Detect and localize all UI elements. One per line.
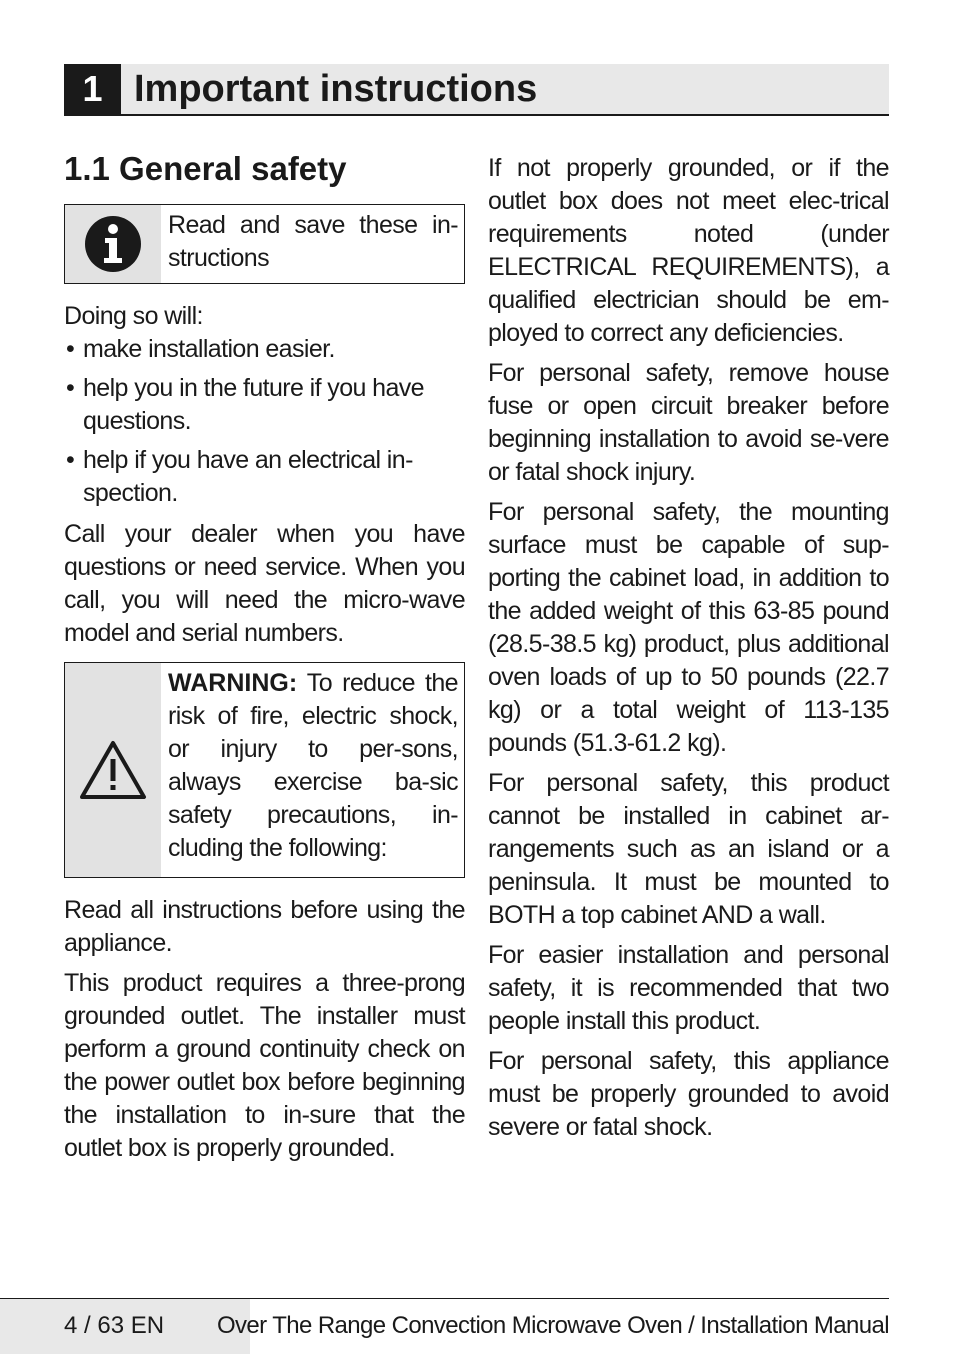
two-people-paragraph: For easier installation and personal safety, it is recommended that two people install this product. [488,941,889,1035]
warning-note-body [161,663,464,877]
list-item: • make installation easier. [64,333,465,366]
dealer-paragraph: Call your dealer when you have questions or need service. When you call, you will need the micro-wave model and serial numbers. [64,520,465,647]
info-icon-cell [65,205,161,283]
three-prong-paragraph: This product requires a three-prong grounded outlet. The installer must perform a ground continuity check on the power outlet box before beginning the installation to in-sure that the outlet box is properly grounded. [64,969,465,1162]
info-note [64,204,465,284]
chapter-title: Important instructions [134,68,538,110]
list-item: • help if you have an electrical in-spection. [64,444,465,510]
section-title: 1.1 General safety [64,150,347,187]
bullet-list [64,333,465,510]
warning-label: WARNING: [168,669,298,697]
grounded-appliance-paragraph: For personal safety, this appliance must be properly grounded to avoid severe or fatal shock. [488,1047,889,1141]
warning-text: To reduce the risk of fire, electric shock, or injury to per-sons, always exercise ba-sic safety precautions, in-cluding the following: [168,669,458,862]
info-note-text: Read and save these in-structions [168,211,458,272]
left-column [64,150,465,1172]
chapter-number: 1 [64,64,121,114]
list-item: • help you in the future if you have questions. [64,372,465,438]
footer-title: Over The Range Convection Microwave Oven / Installation Manual [216,1312,889,1339]
warning-icon-cell [65,663,161,877]
right-column [488,152,889,1151]
grounding-paragraph: If not properly grounded, or if the outlet box does not meet elec-trical requirements noted (under ELECTRICAL REQUIREMENTS), a qualified electrician should be em-ployed to correct any deficiencies. [488,154,889,347]
cabinet-paragraph: For personal safety, this product cannot be installed in cabinet ar-rangements such as an island or a peninsula. It must be mounted to BOTH a top cabinet AND a wall. [488,769,889,929]
chapter-header [64,64,889,116]
info-icon [83,214,143,274]
read-instructions-paragraph: Read all instructions before using the appliance. [64,896,465,957]
intro-text: Doing so will: [64,302,203,330]
page-number: 4 / 63 EN [64,1312,165,1339]
fuse-paragraph: For personal safety, remove house fuse or open circuit breaker before beginning installation to avoid se-vere or fatal shock injury. [488,359,889,486]
mounting-paragraph: For personal safety, the mounting surface must be capable of sup-porting the cabinet load, in addition to the added weight of this 63-85 pound (28.5-38.5 kg) product, plus additional oven loads of up to 50 pounds (22.7 kg) or a total weight of 113-135 pounds (51.3-61.2 kg). [488,498,889,757]
warning-note [64,662,465,878]
warning-triangle-icon [78,739,148,801]
